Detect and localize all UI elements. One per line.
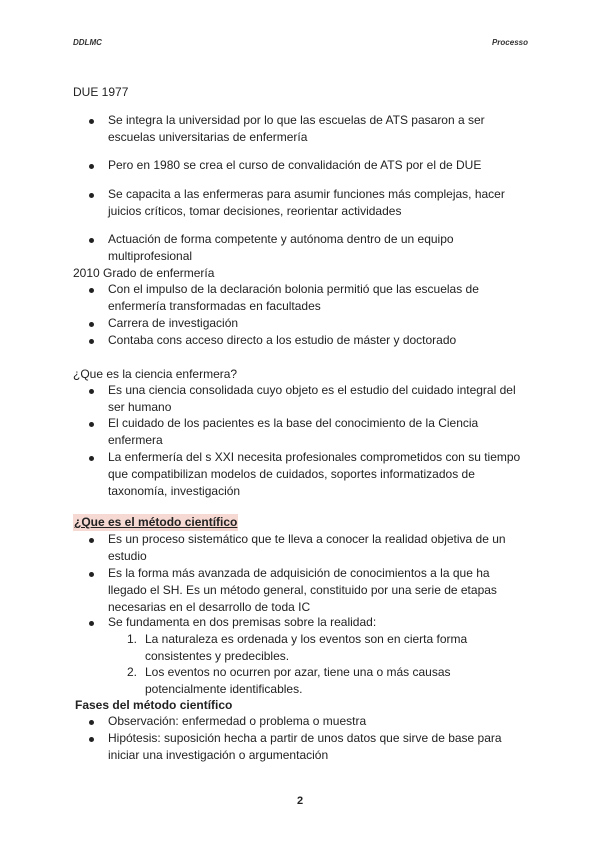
numbered-item: 2. Los eventos no ocurren por azar, tiene una o más causas potencialmente identificables. (127, 665, 451, 696)
section-heading-metodo-cientifico: ¿Que es el método científico (74, 515, 238, 529)
list-item: Actuación de forma competente y autónoma dentro de un equipo multiprofesional (89, 231, 529, 265)
bullet-icon (89, 193, 94, 198)
list-item: La enfermería del s XXI necesita profesionales comprometidos con su tiempo que compatibilizan modelos de cuidados, soportes informatizados de taxonomía, investigación (89, 449, 529, 500)
bullet-icon (89, 164, 94, 169)
bullet-icon (89, 389, 94, 394)
bullet-icon (89, 538, 94, 543)
bullet-icon (89, 288, 94, 293)
bullet-icon (89, 737, 94, 742)
list-item: Pero en 1980 se crea el curso de convalidación de ATS por el de DUE (89, 157, 529, 174)
bullet-icon (89, 456, 94, 461)
header-left: DDLMC (73, 38, 102, 47)
list-item: Es un proceso sistemático que te lleva a conocer la realidad objetiva de un estudio (89, 531, 529, 565)
list-item: Carrera de investigación (89, 315, 529, 332)
bullet-icon (89, 238, 94, 243)
list-item: Contaba cons acceso directo a los estudio de máster y doctorado (89, 332, 529, 349)
section-heading-fases: Fases del método científico (75, 698, 233, 712)
bullet-icon (89, 621, 94, 626)
bullet-icon (89, 720, 94, 725)
bullet-icon (89, 422, 94, 427)
section-heading-ciencia-enfermera: ¿Que es la ciencia enfermera? (73, 367, 238, 381)
list-item: Se integra la universidad por lo que las escuelas de ATS pasaron a ser escuelas universitarias de enfermería (89, 112, 529, 146)
list-item: Es la forma más avanzada de adquisición de conocimientos a la que ha llegado el SH. Es un método general, constituido por una serie de etapas necesarias en el desarrollo de toda IC (89, 565, 529, 616)
list-item: El cuidado de los pacientes es la base del conocimiento de la Ciencia enfermera (89, 415, 529, 449)
list-item: Es una ciencia consolidada cuyo objeto es el estudio del cuidado integral del ser humano (89, 382, 529, 416)
bullet-icon (89, 119, 94, 124)
header-right: Processo (491, 38, 528, 47)
bullet-icon (89, 572, 94, 577)
list-item: Se fundamenta en dos premisas sobre la realidad: (89, 614, 529, 631)
list-item: Observación: enfermedad o problema o muestra (89, 713, 529, 730)
section-heading-grado: 2010 Grado de enfermería (73, 266, 215, 280)
section-heading-due-1977: DUE 1977 (73, 85, 129, 99)
list-item: Con el impulso de la declaración bolonia permitió que las escuelas de enfermería transformadas en facultades (89, 281, 529, 315)
page-number: 2 (296, 795, 304, 807)
list-item: Se capacita a las enfermeras para asumir funciones más complejas, hacer juicios críticos, tomar decisiones, reorientar actividades (89, 186, 529, 220)
bullet-icon (89, 322, 94, 327)
numbered-item: 1. La naturaleza es ordenada y los eventos son en cierta forma consistentes y predecibles. (127, 632, 468, 663)
bullet-icon (89, 339, 94, 344)
list-item: Hipótesis: suposición hecha a partir de unos datos que sirve de base para iniciar una investigación o argumentación (89, 730, 529, 764)
